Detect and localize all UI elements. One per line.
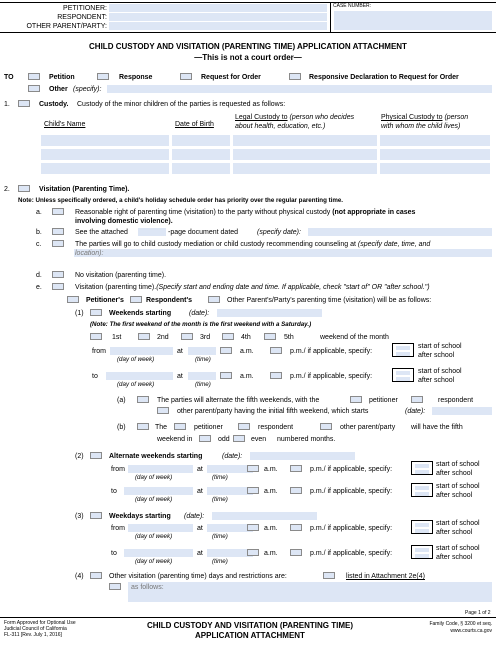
start-of-school-label: start of school xyxy=(418,368,462,375)
attached-document-checkbox[interactable] xyxy=(52,228,64,235)
start-of-school-label: start of school xyxy=(436,520,480,527)
col-legal-note2: about health, education, etc.) xyxy=(235,123,326,130)
fifth-weekend-label: 5th xyxy=(284,334,294,341)
item2a-text1-plain: Reasonable right of parenting time (visitation) to the party without physical custody xyxy=(75,209,331,216)
alt-to-am-checkbox[interactable] xyxy=(247,487,259,494)
alt-a-respondent-label: respondent xyxy=(438,397,474,404)
page-number: Page 1 of 2 xyxy=(465,610,491,616)
response-checkbox[interactable] xyxy=(97,73,109,80)
item2c-location: location): xyxy=(75,250,104,257)
other-label: Other xyxy=(49,86,68,93)
time-label: (time) xyxy=(195,356,211,363)
start-of-school-label: start of school xyxy=(436,483,480,490)
weekends-from-time-field[interactable] xyxy=(188,347,216,355)
item2e-text xyxy=(75,284,430,291)
wd-from-pm-checkbox[interactable] xyxy=(290,524,302,531)
alt-b-respondent-checkbox[interactable] xyxy=(238,423,250,430)
alternate-fifth-checkbox[interactable] xyxy=(137,396,149,403)
at-label: at xyxy=(177,348,183,355)
alt-a-text1: The parties will alternate the fifth weekends, with the xyxy=(157,397,320,404)
fifth-weekend-checkbox[interactable] xyxy=(264,333,276,340)
alt-to-school-selector[interactable] xyxy=(411,483,433,497)
item2c-text-plain: The parties will go to child custody mediation or child custody recommending counseling at xyxy=(75,241,356,248)
respondents-checkbox[interactable] xyxy=(130,296,142,303)
child-name-field[interactable] xyxy=(41,163,169,174)
other-parents-checkbox[interactable] xyxy=(208,296,220,303)
alt-b-petitioner-checkbox[interactable] xyxy=(174,423,186,430)
legal-custody-field[interactable] xyxy=(233,149,377,160)
footer-title-2: APPLICATION ATTACHMENT xyxy=(195,631,305,640)
dob-field[interactable] xyxy=(172,149,230,160)
even-months-checkbox[interactable] xyxy=(233,435,245,442)
col-physical-custody xyxy=(381,114,468,121)
dob-field[interactable] xyxy=(172,135,230,146)
alt-a-date-label: (date): xyxy=(405,408,426,415)
item2e-italic: (Specify start and ending date and time. If applicable, check "start of" OR "after school.") xyxy=(156,284,430,291)
respondent-label: RESPONDENT: xyxy=(57,14,107,21)
visitation-schedule-checkbox[interactable] xyxy=(52,283,64,290)
weekends-from-label: from xyxy=(92,348,106,355)
alt-to-pm-checkbox[interactable] xyxy=(290,487,302,494)
alt-b-respondent-label: respondent xyxy=(258,424,294,431)
weekends-note: (Note: The first weekend of the month is the first weekend with a Saturday.) xyxy=(90,321,312,328)
day-of-week-label: (day of week) xyxy=(117,381,155,388)
other-parents-label: Other Parent's/Party's parenting time (visitation) will be as follows: xyxy=(227,297,432,304)
item2c-italic: (specify date, time, and xyxy=(357,241,431,248)
response-label: Response xyxy=(119,74,153,81)
weekends-date-label: (date): xyxy=(189,310,210,317)
form-subtitle: —This is not a court order— xyxy=(194,53,302,62)
even-label: even xyxy=(251,436,267,443)
alt-b-letter: (b) xyxy=(117,424,126,431)
col-date-of-birth: Date of Birth xyxy=(175,121,214,128)
alternate-weekends-checkbox[interactable] xyxy=(90,452,102,459)
wd-from-day-field[interactable] xyxy=(128,524,193,532)
dob-field[interactable] xyxy=(172,163,230,174)
other-parent-label: OTHER PARENT/PARTY: xyxy=(26,23,107,30)
wd-from-am-checkbox[interactable] xyxy=(247,524,259,531)
petitioners-label: Petitioner's xyxy=(86,297,124,304)
responsive-declaration-label: Responsive Declaration to Request for Order xyxy=(309,74,459,81)
weekdays-date-field[interactable] xyxy=(212,512,317,520)
wd-from-label: from xyxy=(111,525,125,532)
other-visitation-checkbox[interactable] xyxy=(90,572,102,579)
request-for-order-label: Request for Order xyxy=(201,74,261,81)
respondents-label: Respondent's xyxy=(146,297,193,304)
as-follows-label: as follows: xyxy=(131,584,164,591)
am-label: a.m. xyxy=(264,466,278,473)
col-legal-custody xyxy=(235,114,354,121)
holiday-note: Note: Unless specifically ordered, a child's holiday schedule order has priority over the regular parenting time. xyxy=(18,197,344,204)
item2c-text xyxy=(75,241,430,248)
fifth-weekend-odd-even-checkbox[interactable] xyxy=(137,423,149,430)
case-number-label: CASE NUMBER: xyxy=(333,3,372,9)
alt-b-other-label: other parent/party xyxy=(340,424,396,431)
weekends-date-field[interactable] xyxy=(217,309,322,317)
request-for-order-checkbox[interactable] xyxy=(180,73,192,80)
weekend-of-month-label: weekend of the month xyxy=(320,334,389,341)
pm-label: p.m./ if applicable, specify: xyxy=(310,488,393,495)
child-name-field[interactable] xyxy=(41,149,169,160)
item1-number: 1. xyxy=(4,101,10,108)
item2-number: 2. xyxy=(4,186,10,193)
weekends-number: (1) xyxy=(75,310,84,317)
col-legal-note1: (person who decides xyxy=(289,114,355,121)
am-label: a.m. xyxy=(264,525,278,532)
wd-to-day-field[interactable] xyxy=(124,549,193,557)
item2a-letter: a. xyxy=(36,209,42,216)
footer-title-1: CHILD CUSTODY AND VISITATION (PARENTING TIME) xyxy=(146,621,354,630)
alt-a-petitioner-checkbox[interactable] xyxy=(350,396,362,403)
listed-attachment-label: listed in Attachment 2e(4) xyxy=(346,573,425,580)
weekdays-date-label: (date): xyxy=(184,513,205,520)
legal-custody-field[interactable] xyxy=(233,163,377,174)
listed-attachment-checkbox[interactable] xyxy=(323,572,335,579)
at-label: at xyxy=(197,550,203,557)
odd-months-checkbox[interactable] xyxy=(199,435,211,442)
am-label: a.m. xyxy=(240,373,254,380)
other-visitation-text: Other visitation (parenting time) days and restrictions are: xyxy=(109,573,287,580)
after-school-label: after school xyxy=(436,554,473,561)
odd-label: odd xyxy=(218,436,230,443)
item2b-text2: -page document dated xyxy=(168,229,239,236)
at-label: at xyxy=(197,488,203,495)
other-visitation-number: (4) xyxy=(75,573,84,580)
after-school-label: after school xyxy=(436,470,473,477)
alt-weekends-label: Alternate weekends starting xyxy=(109,453,203,460)
item2a-text1-bold: (not appropriate in cases xyxy=(332,209,416,216)
weekdays-number: (3) xyxy=(75,513,84,520)
petitioner-field[interactable] xyxy=(109,4,327,12)
case-number-field[interactable] xyxy=(334,11,492,30)
document-date-field[interactable] xyxy=(308,228,492,236)
child-name-field[interactable] xyxy=(41,135,169,146)
other-specify-label: (specify): xyxy=(73,86,102,93)
pm-label: p.m./ if applicable, specify: xyxy=(310,550,393,557)
alt-from-label: from xyxy=(111,466,125,473)
third-weekend-checkbox[interactable] xyxy=(181,333,193,340)
item2b-text1: See the attached xyxy=(75,229,128,236)
alt-weekends-number: (2) xyxy=(75,453,84,460)
col-physical-note1: (person xyxy=(444,114,469,121)
mediation-checkbox[interactable] xyxy=(52,240,64,247)
second-weekend-label: 2nd xyxy=(157,334,169,341)
at-label: at xyxy=(197,525,203,532)
weekends-to-school-selector[interactable] xyxy=(392,368,414,382)
fourth-weekend-label: 4th xyxy=(241,334,251,341)
no-visitation-checkbox[interactable] xyxy=(52,271,64,278)
pm-label: p.m./ if applicable, specify: xyxy=(310,525,393,532)
petitioners-checkbox[interactable] xyxy=(67,296,79,303)
after-school-label: after school xyxy=(436,492,473,499)
am-label: a.m. xyxy=(264,550,278,557)
pm-label: p.m./ if applicable, specify: xyxy=(290,348,373,355)
weekends-from-school-selector[interactable] xyxy=(392,343,414,357)
wd-to-school-selector[interactable] xyxy=(411,545,433,559)
weekends-to-am-checkbox[interactable] xyxy=(220,372,232,379)
alt-b-text: will have the fifth xyxy=(411,424,463,431)
alt-a-date-field[interactable] xyxy=(432,407,492,415)
wd-from-school-selector[interactable] xyxy=(411,520,433,534)
to-label: TO xyxy=(4,74,14,81)
legal-custody-field[interactable] xyxy=(233,135,377,146)
wd-to-am-checkbox[interactable] xyxy=(247,549,259,556)
petition-label: Petition xyxy=(49,74,75,81)
item2d-letter: d. xyxy=(36,272,42,279)
reasonable-visitation-checkbox[interactable] xyxy=(52,208,64,215)
alt-from-day-field[interactable] xyxy=(128,465,193,473)
physical-custody-field[interactable] xyxy=(380,163,490,174)
weekends-from-day-field[interactable] xyxy=(110,347,173,355)
third-weekend-label: 3rd xyxy=(200,334,211,341)
alt-a-respondent-checkbox[interactable] xyxy=(411,396,423,403)
am-label: a.m. xyxy=(264,488,278,495)
form-title: CHILD CUSTODY AND VISITATION (PARENTING TIME) APPLICATION ATTACHMENT xyxy=(89,42,407,51)
weekdays-checkbox[interactable] xyxy=(90,512,102,519)
time-label: (time) xyxy=(212,496,228,503)
footer-left-1: Form Approved for Optional Use xyxy=(4,620,76,626)
responsive-declaration-checkbox[interactable] xyxy=(289,73,301,80)
petition-checkbox[interactable] xyxy=(28,73,40,80)
as-follows-checkbox[interactable] xyxy=(109,583,121,590)
weekends-to-time-field[interactable] xyxy=(188,372,216,380)
at-label: at xyxy=(197,466,203,473)
start-of-school-label: start of school xyxy=(436,545,480,552)
alt-weekends-date-label: (date): xyxy=(222,453,243,460)
alt-b-other-checkbox[interactable] xyxy=(320,423,332,430)
physical-custody-field[interactable] xyxy=(380,135,490,146)
time-label: (time) xyxy=(212,533,228,540)
alt-a-text2: other parent/party having the initial fifth weekend, which starts xyxy=(177,408,369,415)
other-checkbox[interactable] xyxy=(28,85,40,92)
item2b-text3: (specify date): xyxy=(257,229,301,236)
alt-b-weekend-in: weekend in xyxy=(157,436,193,443)
pm-label: p.m./ if applicable, specify: xyxy=(310,466,393,473)
footer-left-2: Judicial Council of California xyxy=(4,626,67,632)
after-school-label: after school xyxy=(418,352,455,359)
weekends-label: Weekends starting xyxy=(109,310,172,317)
weekends-to-pm-checkbox[interactable] xyxy=(270,372,282,379)
fourth-weekend-checkbox[interactable] xyxy=(222,333,234,340)
after-school-label: after school xyxy=(436,529,473,536)
alt-a-other-checkbox[interactable] xyxy=(157,407,169,414)
numbered-months-label: numbered months. xyxy=(277,436,336,443)
day-of-week-label: (day of week) xyxy=(135,558,173,565)
weekends-from-pm-checkbox[interactable] xyxy=(270,347,282,354)
alt-to-label: to xyxy=(111,488,117,495)
visitation-label: Visitation (Parenting Time). xyxy=(39,186,130,193)
time-label: (time) xyxy=(195,381,211,388)
visitation-checkbox[interactable] xyxy=(18,185,30,192)
respondent-field[interactable] xyxy=(109,13,327,21)
alt-weekends-date-field[interactable] xyxy=(250,452,355,460)
item2e-text-plain: Visitation (parenting time). xyxy=(75,284,157,291)
weekends-from-am-checkbox[interactable] xyxy=(220,347,232,354)
at-label: at xyxy=(177,373,183,380)
col-physical-note2: with whom the child lives) xyxy=(381,123,461,130)
footer-right-1: Family Code, § 3200 et seq. xyxy=(429,621,492,627)
am-label: a.m. xyxy=(240,348,254,355)
col-physical-custody-title: Physical Custody to xyxy=(381,114,443,121)
custody-checkbox[interactable] xyxy=(18,100,30,107)
alt-from-school-selector[interactable] xyxy=(411,461,433,475)
weekends-checkbox[interactable] xyxy=(90,309,102,316)
weekends-to-day-field[interactable] xyxy=(106,372,173,380)
time-label: (time) xyxy=(212,474,228,481)
second-weekend-checkbox[interactable] xyxy=(138,333,150,340)
alt-from-am-checkbox[interactable] xyxy=(247,465,259,472)
wd-to-label: to xyxy=(111,550,117,557)
start-of-school-label: start of school xyxy=(436,461,480,468)
day-of-week-label: (day of week) xyxy=(135,496,173,503)
wd-to-pm-checkbox[interactable] xyxy=(290,549,302,556)
time-label: (time) xyxy=(212,558,228,565)
item2b-letter: b. xyxy=(36,229,42,236)
day-of-week-label: (day of week) xyxy=(135,533,173,540)
as-follows-field[interactable] xyxy=(128,582,492,602)
other-parent-field[interactable] xyxy=(109,22,327,30)
col-child-name: Child's Name xyxy=(44,121,86,128)
alt-a-petitioner-label: petitioner xyxy=(369,397,398,404)
weekdays-label: Weekdays starting xyxy=(109,513,171,520)
day-of-week-label: (day of week) xyxy=(117,356,155,363)
mediation-location-field[interactable] xyxy=(74,249,492,257)
col-legal-custody-title: Legal Custody to xyxy=(235,114,288,121)
day-of-week-label: (day of week) xyxy=(135,474,173,481)
pm-label: p.m./ if applicable, specify: xyxy=(290,373,373,380)
after-school-label: after school xyxy=(418,377,455,384)
alt-b-petitioner-label: petitioner xyxy=(194,424,223,431)
item2e-letter: e. xyxy=(36,284,42,291)
item2c-letter: c. xyxy=(36,241,42,248)
first-weekend-checkbox[interactable] xyxy=(90,333,102,340)
custody-label: Custody. xyxy=(39,101,69,108)
custody-text: Custody of the minor children of the parties is requested as follows: xyxy=(77,101,286,108)
physical-custody-field[interactable] xyxy=(380,149,490,160)
item2d-text: No visitation (parenting time). xyxy=(75,272,167,279)
footer-right-2: www.courts.ca.gov xyxy=(450,628,492,634)
weekends-to-label: to xyxy=(92,373,98,380)
page-count-field[interactable] xyxy=(138,228,166,236)
start-of-school-label: start of school xyxy=(418,343,462,350)
footer-left-3: FL-311 [Rev. July 1, 2016] xyxy=(4,632,62,638)
item2a-text2: involving domestic violence). xyxy=(75,218,173,225)
alt-b-the: The xyxy=(155,424,168,431)
item2a-text1 xyxy=(75,209,415,216)
alt-a-letter: (a) xyxy=(117,397,126,404)
petitioner-label: PETITIONER: xyxy=(63,5,107,12)
alt-to-day-field[interactable] xyxy=(124,487,193,495)
alt-from-pm-checkbox[interactable] xyxy=(290,465,302,472)
other-specify-field[interactable] xyxy=(107,85,492,93)
first-weekend-label: 1st xyxy=(112,334,122,341)
